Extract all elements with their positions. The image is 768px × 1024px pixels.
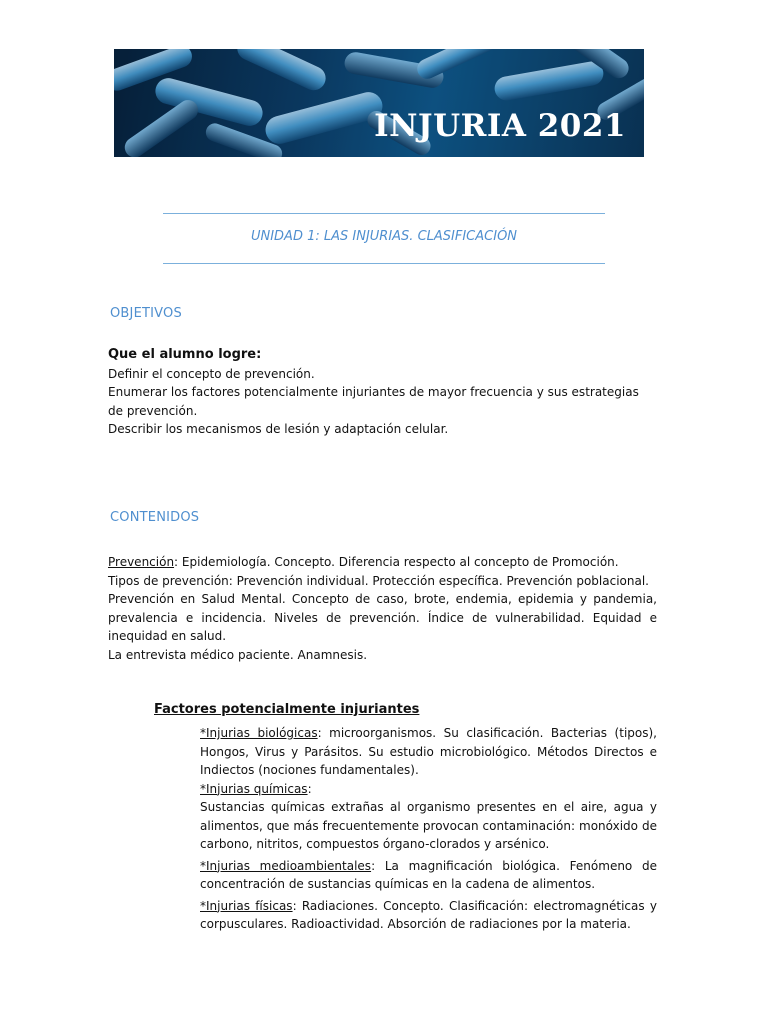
factor-label: *Injurias físicas bbox=[200, 898, 293, 913]
objective-item: Definir el concepto de prevención. bbox=[108, 366, 315, 381]
factor-item-physical bbox=[200, 897, 657, 934]
factor-item-biological bbox=[200, 724, 657, 780]
header-banner bbox=[114, 49, 644, 157]
prevention-paragraph bbox=[108, 553, 657, 572]
factor-item-chemical-detail bbox=[200, 798, 657, 854]
prevention-label: Prevención bbox=[108, 555, 175, 569]
factor-text: : microorganismos. Su clasificación. Bacterias (tipos), Hongos, Virus y Parásitos. Su estudio microbiológico. Métodos Directos e Indiectos (nociones fundamentales). bbox=[200, 726, 657, 777]
objective-item: Enumerar los factores potencialmente injuriantes de mayor frecuencia y sus estrategias de prevención. bbox=[108, 385, 639, 418]
factor-text: : bbox=[307, 781, 312, 796]
contents-body bbox=[108, 553, 657, 664]
contents-paragraph: La entrevista médico paciente. Anamnesis. bbox=[108, 647, 368, 662]
objective-item: Describir los mecanismos de lesión y adaptación celular. bbox=[108, 422, 449, 436]
contents-paragraph: Prevención en Salud Mental. Concepto de caso, brote, endemia, epidemia y pandemia, prevalencia e incidencia. Niveles de prevención. Índice de vulnerabilidad. Equidad e inequidad en salud. bbox=[108, 592, 657, 643]
objectives-heading: OBJETIVOS bbox=[110, 306, 182, 321]
factor-item-environmental bbox=[200, 857, 657, 894]
factor-label: *Injurias medioambientales bbox=[200, 858, 372, 873]
factor-label: *Injurias químicas bbox=[200, 781, 308, 796]
factor-text: Sustancias químicas extrañas al organismo presentes en el aire, agua y alimentos, que más frecuentemente provocan contaminación: monóxido de carbono, nitritos, compuestos órgano-clorados y arsénico. bbox=[200, 800, 657, 851]
prevention-text: : Epidemiología. Concepto. Diferencia respecto al concepto de Promoción. bbox=[174, 555, 619, 569]
factor-item-chemical bbox=[200, 780, 657, 799]
unit-bottom-rule bbox=[163, 263, 605, 264]
unit-title: UNIDAD 1: LAS INJURIAS. CLASIFICACIÓN bbox=[250, 229, 518, 244]
factors-list bbox=[200, 724, 657, 937]
objectives-intro: Que el alumno logre: bbox=[108, 347, 262, 362]
factor-label: *Injurias biológicas bbox=[200, 726, 318, 740]
contents-heading: CONTENIDOS bbox=[110, 510, 200, 525]
factor-text: : La magnificación biológica. Fenómeno de concentración de sustancias químicas en la cadena de alimentos. bbox=[200, 858, 657, 891]
objectives-body bbox=[108, 346, 657, 439]
factors-heading: Factores potencialmente injuriantes bbox=[154, 702, 420, 717]
contents-paragraph: Tipos de prevención: Prevención individual. Protección específica. Prevención poblacional. bbox=[108, 573, 649, 588]
factor-text: : Radiaciones. Concepto. Clasificación: electromagnéticas y corpusculares. Radioactividad. Absorción de radiaciones por la materia. bbox=[200, 898, 657, 931]
banner-title: INJURIA 2021 bbox=[374, 108, 626, 144]
unit-top-rule bbox=[163, 213, 605, 214]
